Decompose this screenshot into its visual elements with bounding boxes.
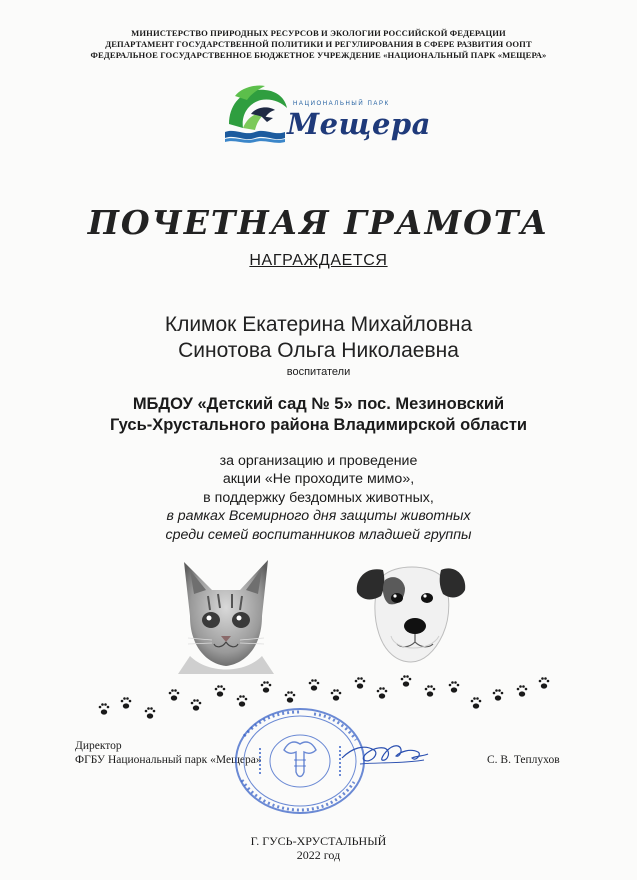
paw-print [401, 675, 412, 686]
ministry-line: МИНИСТЕРСТВО ПРИРОДНЫХ РЕСУРСОВ И ЭКОЛОГИИ РОССИЙСКОЙ ФЕДЕРАЦИИ [131, 28, 506, 38]
paw-print [355, 677, 366, 688]
paw-print [493, 689, 504, 700]
awarded-label: НАГРАЖДАЕТСЯ [249, 252, 388, 269]
recipient-name-1: Климок Екатерина Михайловна [164, 313, 473, 336]
cat-illustration [178, 556, 274, 674]
paw-print [261, 681, 272, 692]
paw-print [237, 695, 248, 706]
paw-print [331, 689, 342, 700]
recipient-role: воспитатели [286, 366, 351, 378]
logo-name: Мещера [287, 107, 431, 141]
director-signature [340, 734, 430, 770]
director-name: С. В. Теплухов [487, 754, 560, 766]
institution-line: ФЕДЕРАЛЬНОЕ ГОСУДАРСТВЕННОЕ БЮДЖЕТНОЕ УЧРЕЖДЕНИЕ «НАЦИОНАЛЬНЫЙ ПАРК «МЕЩЕРА» [90, 50, 547, 60]
recipient-name-2: Синотова Ольга Николаевна [178, 339, 459, 362]
paw-print [191, 699, 202, 710]
footer-city: Г. ГУСЬ-ХРУСТАЛЬНЫЙ [250, 834, 387, 848]
paw-print [145, 707, 156, 718]
reason-line-5: среди семей воспитанников младшей группы [165, 527, 472, 543]
reason-line-4: в рамках Всемирного дня защиты животных [166, 508, 471, 524]
director-institution: ФГБУ Национальный парк «Мещера» [75, 754, 262, 766]
paw-print [99, 703, 110, 714]
paw-print [517, 685, 528, 696]
page-title: ПОЧЕТНАЯ ГРАМОТА [87, 203, 550, 242]
organization-line-1: МБДОУ «Детский сад № 5» пос. Мезиновский [132, 395, 505, 413]
director-position: Директор [75, 740, 122, 752]
paw-print [215, 685, 226, 696]
organization-line-2: Гусь-Хрустального района Владимирской области [109, 416, 528, 434]
paw-print [121, 697, 132, 708]
reason-line-1: за организацию и проведение [219, 453, 418, 469]
reason-line-3: в поддержку бездомных животных, [203, 490, 434, 506]
paw-print [471, 697, 482, 708]
paw-print [539, 677, 550, 688]
park-logo [221, 84, 431, 146]
paw-print [377, 687, 388, 698]
paw-print [309, 679, 320, 690]
paw-print [169, 689, 180, 700]
logo-subtitle: НАЦИОНАЛЬНЫЙ ПАРК [293, 101, 390, 107]
department-line: ДЕПАРТАМЕНТ ГОСУДАРСТВЕННОЙ ПОЛИТИКИ И РЕГУЛИРОВАНИЯ В СФЕРЕ РАЗВИТИЯ ООПТ [105, 39, 532, 49]
footer-year: 2022 год [296, 848, 341, 862]
paw-print [425, 685, 436, 696]
paw-print [449, 681, 460, 692]
paw-print [285, 691, 296, 702]
dog-illustration [355, 556, 467, 668]
reason-line-2: акции «Не проходите мимо», [222, 471, 415, 487]
